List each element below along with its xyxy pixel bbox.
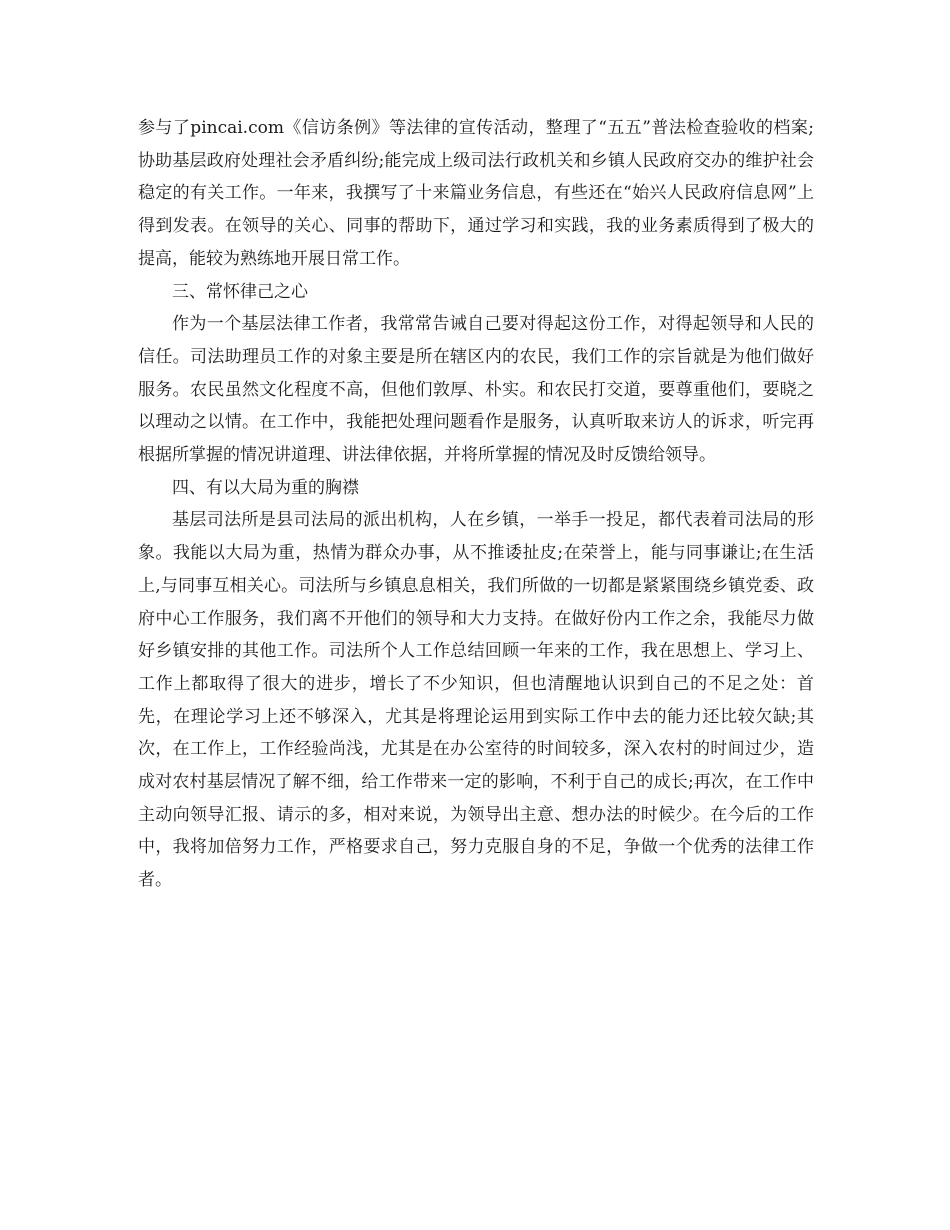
paragraph-1: 参与了pincai.com《信访条例》等法律的宣传活动，整理了“五五”普法检查验收的档案;协助基层政府处理社会矛盾纠纷;能完成上级司法行政机关和乡镇人民政府交办的维护社会稳定的有关工作。一年来，我撰写了十来篇业务信息，有些还在“始兴人民政府信息网”上得到发表。在领导的关心、同事的帮助下，通过学习和实践，我的业务素质得到了极大的提高，能较为熟练地开展日常工作。 xyxy=(138,118,814,269)
section-heading-3: 三、常怀律己之心 xyxy=(172,281,308,302)
paragraph-3: 基层司法所是县司法局的派出机构，人在乡镇，一举手一投足，都代表着司法局的形象。我能以大局为重，热情为群众办事，从不推诿扯皮;在荣誉上，能与同事谦让;在生活上,与同事互相关心。司法所与乡镇息息相关，我们所做的一切都是紧紧围绕乡镇党委、政府中心工作服务，我们离不开他们的领导和大力支持。在做好份内工作之余，我能尽力做好乡镇安排的其他工作。司法所个人工作总结回顾一年来的工作，我在思想上、学习上、工作上都取得了很大的进步，增长了不少知识，但也清醒地认识到自己的不足之处：首先，在理论学习上还不够深入，尤其是将理论运用到实际工作中去的能力还比较欠缺;其次，在工作上，工作经验尚浅，尤其是在办公室待的时间较多，深入农村的时间过少，造成对农村基层情况了解不细，给工作带来一定的影响，不利于自己的成长;再次，在工作中主动向领导汇报、请示的多，相对来说，为领导出主意、想办法的时候少。在今后的工作中，我将加倍努力工作，严格要求自己，努力克服自身的不足，争做一个优秀的法律工作者。 xyxy=(138,510,814,891)
document-body xyxy=(138,112,814,897)
section-heading-4: 四、有以大局为重的胸襟 xyxy=(172,477,359,498)
paragraph-2: 作为一个基层法律工作者，我常常告诫自己要对得起这份工作，对得起领导和人民的信任。司法助理员工作的对象主要是所在辖区内的农民，我们工作的宗旨就是为他们做好服务。农民虽然文化程度不高，但他们敦厚、朴实。和农民打交道，要尊重他们，要晓之以理动之以情。在工作中，我能把处理问题看作是服务，认真听取来访人的诉求，听完再根据所掌握的情况讲道理、讲法律依据，并将所掌握的情况及时反馈给领导。 xyxy=(138,314,814,466)
